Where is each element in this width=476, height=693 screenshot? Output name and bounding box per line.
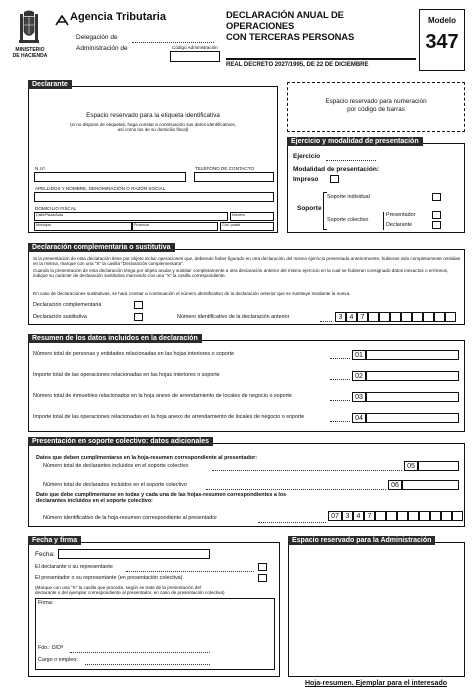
fecha-note: (Marque con una "X" la casilla que proceda, según se trate de la presentación del declarante o del ejemplar correspondiente al presentador, en caso de presentación colectiva) — [35, 585, 225, 596]
declarante-option-label: Declarante — [386, 222, 413, 228]
resumen-row-field[interactable] — [366, 413, 459, 423]
delegacion-field[interactable] — [132, 42, 214, 43]
dc-label: Declaración complementaria — [33, 302, 102, 308]
administracion-label: Administración de — [76, 45, 128, 52]
resumen-row-code: 04 — [352, 413, 366, 423]
presentador-label: Presentador — [386, 212, 416, 218]
r06-field[interactable] — [402, 480, 459, 490]
complementaria-text-1: Si la presentación de esta declaración tiene por objeto incluir operaciones que, debiendo haber figurado en otra declaración del mismo ejercicio presentada anteriormente, hubieran sido completamente omitidas en la misma, marque con una "X" la casilla "Declaración complementaria". — [33, 256, 461, 267]
r06-code: 06 — [388, 480, 402, 490]
resumen-row-label: Importe total de las operaciones relacionadas en las hojas interiores o soporte — [33, 372, 220, 378]
nif-field[interactable] — [34, 172, 186, 182]
presentador-checkbox[interactable] — [432, 211, 441, 219]
agency-name: Agencia Tributaria — [70, 11, 166, 23]
declarante-title: Declarante — [28, 80, 72, 89]
ds-checkbox[interactable] — [134, 313, 143, 321]
resumen-row-label: Importe total de las operaciones relacionadas en la hoja anexo de arrendamiento de locales de negocio o soporte — [33, 414, 305, 420]
digit-cell[interactable]: 3 — [342, 511, 353, 521]
fecha-label: Fecha: — [35, 551, 55, 558]
calle-field[interactable]: Calle/Plaza/Avda — [34, 212, 228, 221]
impreso-label: Impreso — [293, 176, 319, 183]
digit-cell[interactable] — [375, 511, 386, 521]
impreso-checkbox[interactable] — [330, 175, 339, 183]
provincia-field[interactable]: Provincia — [132, 222, 218, 231]
soporte-colectivo-label: Soporte colectivo — [327, 217, 369, 223]
digit-cell[interactable] — [441, 511, 452, 521]
administracion-section — [288, 542, 465, 677]
num-anterior-label: Número identificativo de la declaración anterior — [177, 314, 290, 320]
fdo-label: Fdo.: D/Dª — [38, 645, 64, 651]
r06-label: Número total de declarados incluidos en el soporte colectivo — [43, 482, 187, 488]
cargo-label: Cargo o empleo: — [38, 657, 78, 663]
resumen-title: Resumen de los datos incluidos en la declaración — [28, 334, 202, 343]
digit-cell[interactable]: 7 — [357, 312, 368, 322]
resumen-row-label: Número total de personas y entidades relacionadas en las hojas interiores o soporte — [33, 351, 235, 357]
reserved-label-title: Espacio reservado para la etiqueta identificativa — [86, 112, 220, 119]
soporte-label: Soporte — [297, 205, 322, 212]
fecha-title: Fecha y firma — [28, 536, 81, 545]
digit-cell[interactable] — [368, 312, 379, 322]
r05-code: 05 — [404, 461, 418, 471]
decl-rep-checkbox[interactable] — [258, 563, 267, 571]
digit-cell[interactable] — [390, 312, 401, 322]
municipio-field[interactable]: Municipio — [34, 222, 132, 231]
colectivo-title: Presentación en soporte colectivo: datos adicionales — [28, 437, 213, 446]
codigo-admin-field[interactable] — [170, 51, 220, 62]
dc-checkbox[interactable] — [134, 301, 143, 309]
footer-note: Hoja-resumen. Ejemplar para el interesado — [305, 680, 447, 687]
apellidos-label: APELLIDOS Y NOMBRE, DENOMINACIÓN O RAZÓN SOCIAL — [35, 186, 166, 191]
agency-logo-icon — [55, 13, 69, 31]
firma-label: Firma: — [38, 600, 54, 606]
complementaria-text-2: Cuando la presentación de esta declaración tenga por objeto anular y sustituir completamente a otra declaración anterior del mismo ejercicio en la cual se hubieran consignado datos inexactos o erróneos, indique su carácter de declaración sustitutiva marcando con una "X" la casilla correspondiente. — [33, 268, 449, 279]
digit-cell[interactable] — [419, 511, 430, 521]
resumen-row-field[interactable] — [366, 371, 459, 381]
r07-code: 07 — [328, 511, 342, 521]
apellidos-field[interactable] — [34, 192, 274, 202]
r05-field[interactable] — [418, 461, 459, 471]
resumen-row-field[interactable] — [366, 350, 459, 360]
r05-label: Número total de declarantes incluidos en el soporte colectivo — [43, 463, 189, 469]
decl-rep-label: El declarante o su representante — [35, 564, 113, 570]
cod-postal-field[interactable]: Cód. postal — [220, 222, 274, 231]
colectivo-header-1: Datos que deben cumplimentarse en la hoja-resumen correspondiente al presentador: — [36, 455, 258, 461]
digit-cell[interactable] — [401, 312, 412, 322]
digit-cell[interactable] — [412, 312, 423, 322]
complementaria-title: Declaración complementaria o sustitutiva — [28, 243, 175, 252]
ejercicio-label: Ejercicio — [293, 153, 321, 160]
digit-cell[interactable] — [408, 511, 419, 521]
ds-label: Declaración sustitutiva — [33, 314, 87, 320]
telefono-label: TELÉFONO DE CONTACTO — [195, 166, 255, 171]
digit-cell[interactable] — [386, 511, 397, 521]
pres-rep-checkbox[interactable] — [258, 574, 267, 582]
digit-cell[interactable] — [452, 511, 463, 521]
digit-cell[interactable] — [445, 312, 456, 322]
decree-text: REAL DECRETO 2027/1995, DE 22 DE DICIEMBRE — [226, 62, 369, 68]
soporte-individual-label: Soporte individual — [327, 194, 370, 200]
modelo-label: Modelo — [428, 16, 456, 25]
resumen-row-code: 03 — [352, 392, 366, 402]
nif-label: N.I.F. — [35, 166, 46, 171]
ministry-name: MINISTERIO DE HACIENDA — [12, 47, 48, 59]
declarante-option-checkbox[interactable] — [432, 221, 441, 229]
digit-cell[interactable]: 3 — [335, 312, 346, 322]
coat-of-arms-logo — [18, 10, 40, 46]
soporte-individual-checkbox[interactable] — [432, 193, 441, 201]
barcode-reserved-area: Espacio reservado para numeración por código de barras — [287, 82, 465, 132]
modalidad-label: Modalidad de presentación: — [293, 166, 379, 173]
domicilio-label: DOMICILIO FISCAL — [35, 206, 77, 211]
digit-cell[interactable] — [430, 511, 441, 521]
resumen-row-field[interactable] — [366, 392, 459, 402]
digit-cell[interactable] — [379, 312, 390, 322]
telefono-field[interactable] — [194, 172, 274, 182]
r07-label: Número identificativo de la hoja-resumen correspondiente al presentador — [43, 515, 218, 521]
resumen-row-label: Número total de inmuebles relacionados en la hoja anexo de arrendamiento de locales de negocio o soporte — [33, 393, 292, 399]
digit-cell[interactable] — [397, 511, 408, 521]
modelo-box — [419, 9, 465, 71]
codigo-admin-label: Código Administración — [172, 45, 218, 50]
modelo-number: 347 — [425, 31, 459, 53]
colectivo-header-2: Dato que debe cumplimentarse en todas y cada una de las hojas-resumen correspondientes a los declarantes incluidos en el soporte colectivo: — [36, 492, 287, 505]
resumen-row-code: 01 — [352, 350, 366, 360]
fecha-field[interactable] — [58, 549, 210, 559]
form-title: DECLARACIÓN ANUAL DE OPERACIONES CON TERCERAS PERSONAS — [226, 9, 355, 42]
numero-field[interactable]: Número — [230, 212, 274, 221]
digit-cell[interactable] — [423, 312, 434, 322]
administracion-title: Espacio reservado para la Administración — [288, 536, 435, 545]
digit-cell[interactable]: 7 — [364, 511, 375, 521]
digit-cell[interactable]: 4 — [346, 312, 357, 322]
ejercicio-title: Ejercicio y modalidad de presentación — [287, 137, 423, 146]
complementaria-text-3: En caso de declaraciones sustitutivas, se hará constar a continuación el número identificativo de la declaración anterior que se sustituye mediante la nueva. — [33, 291, 351, 296]
digit-cell[interactable]: 4 — [353, 511, 364, 521]
pres-rep-label: El presentador o su representante (en presentación colectiva) — [35, 575, 183, 581]
resumen-row-code: 02 — [352, 371, 366, 381]
digit-cell[interactable] — [434, 312, 445, 322]
ejercicio-field[interactable] — [326, 160, 376, 161]
delegacion-label: Delegación de — [76, 34, 118, 41]
reserved-label-note: (si no dispone de etiquetas, haga constar a continuación sus datos identificativos, así como los de su domicilio fiscal) — [70, 122, 236, 133]
